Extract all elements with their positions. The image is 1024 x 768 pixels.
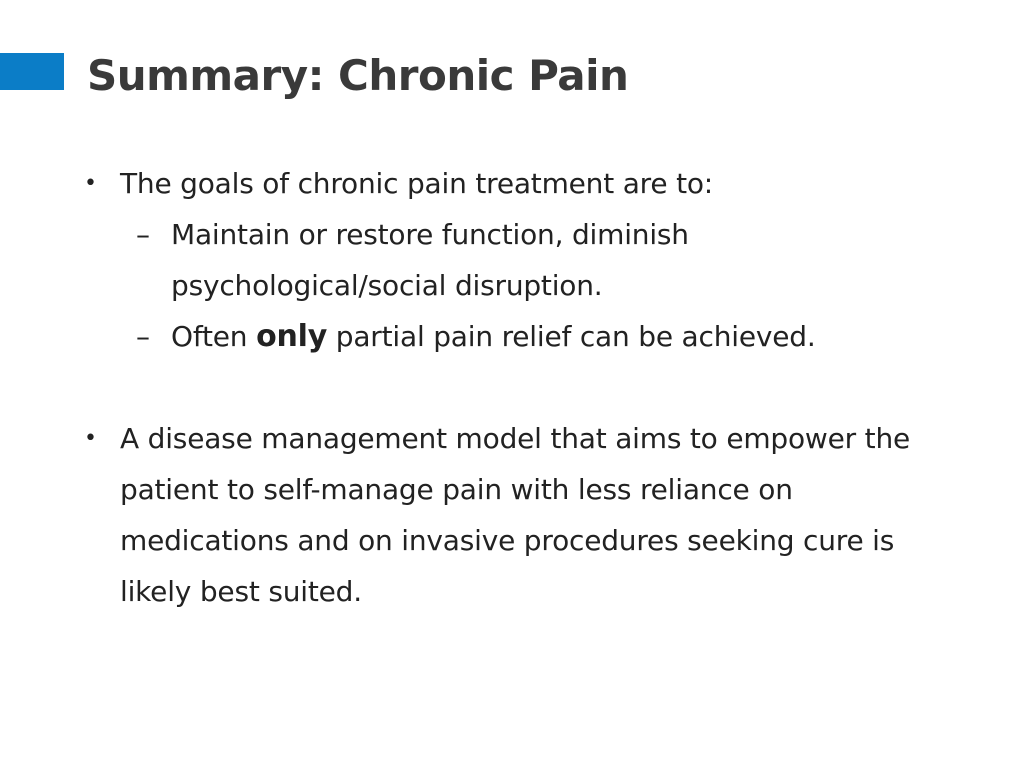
bullet-text: A disease management model that aims to empower the patient to self-manage pain with less reliance on medications and on invasive procedures seeking cure is likely best suited. (120, 422, 911, 608)
sub-bullet-prefix: Often (171, 320, 257, 353)
sub-bullet-suffix: partial pain relief can be achieved. (327, 320, 816, 353)
sub-bullet-text: Maintain or restore function, diminish psychological/social disruption. (171, 218, 689, 302)
emphasis-text: only (256, 319, 328, 354)
bullet-spacer (84, 362, 964, 413)
bullet-dot-icon: • (84, 171, 97, 196)
slide-title: Summary: Chronic Pain (87, 51, 629, 100)
sub-bullet-item (84, 209, 964, 311)
bullet-item (84, 413, 964, 617)
bullet-item (84, 158, 964, 209)
bullet-dot-icon: • (84, 426, 97, 451)
sub-bullet-item (84, 311, 964, 362)
dash-icon: – (136, 218, 150, 251)
title-accent-bar (0, 53, 64, 90)
bullet-text: The goals of chronic pain treatment are to: (120, 167, 714, 200)
slide-body (84, 158, 964, 617)
dash-icon: – (136, 320, 150, 353)
